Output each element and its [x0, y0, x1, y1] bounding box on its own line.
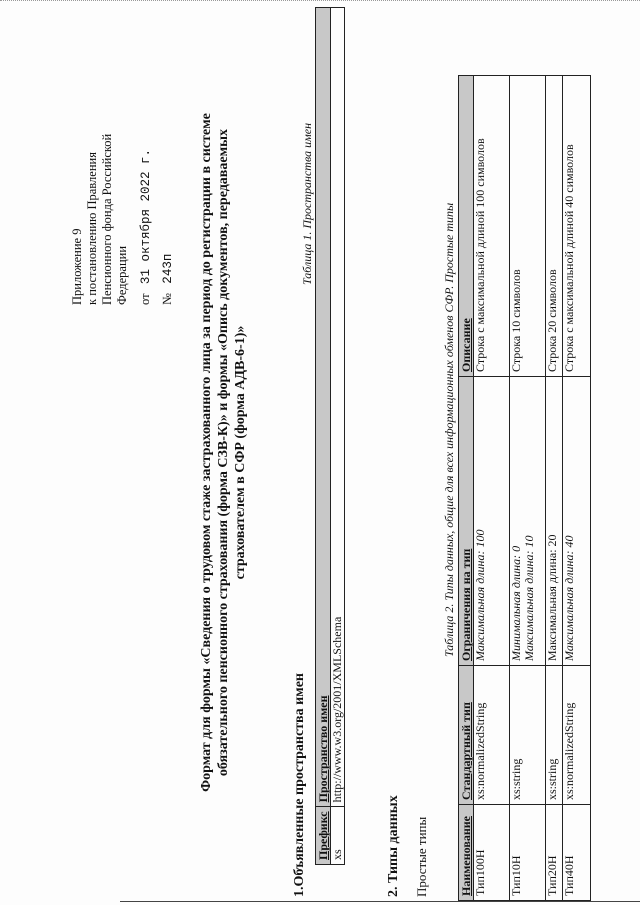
table2-caption: Таблица 2. Типы данных, общие для всех информационных обменов СФР. Простые типы — [442, 202, 456, 657]
table-cell: xs:normalizedString — [474, 666, 510, 805]
table-cell: Строка с максимальной длиной 40 символов — [563, 76, 591, 377]
column-header: Описание — [459, 76, 474, 377]
number-prefix: № — [160, 293, 174, 305]
table-cell: Тип10Н — [510, 805, 546, 901]
table-cell — [546, 377, 563, 666]
column-header: Стандартный тип — [459, 666, 474, 805]
constraint-line: Максимальная длина: 100 — [473, 529, 487, 661]
appendix-date — [138, 5, 154, 305]
title-line: страхователем в СФР (форма АДВ-6-1)» — [233, 325, 248, 580]
section1-heading: 1.Объявленные пространства имен — [292, 673, 307, 897]
appendix-line: Приложение 9 — [70, 228, 84, 305]
column-header: Ограничения на тип — [459, 377, 474, 666]
appendix-line: Пенсионного фонда Российской — [100, 133, 114, 305]
column-header: Наименование — [459, 805, 474, 901]
constraint-line: Минимальная длина: 0 — [509, 545, 523, 661]
table1-caption: Таблица 1. Пространства имен — [300, 122, 314, 285]
table-cell — [563, 377, 591, 666]
date-value: 31 октября 2022 г. — [139, 149, 153, 285]
section2-subheading: Простые типы — [414, 816, 429, 897]
column-header: Пространство имен — [316, 8, 331, 807]
column-header: Префикс — [316, 807, 331, 865]
constraint-line: Максимальная длина: 20 — [545, 534, 559, 661]
table-cell: Строка с максимальной длиной 100 символов — [474, 76, 510, 377]
section2-heading: 2. Типы данных — [386, 795, 401, 897]
appendix-line: Федерации — [115, 245, 129, 305]
table-row — [546, 76, 563, 901]
simple-types-table — [458, 75, 591, 901]
title-line: Формат для формы «Сведения о трудовом стаже застрахованного лица за период до регистрации в системе — [199, 113, 214, 792]
table-cell: Тип20Н — [546, 805, 563, 901]
appendix-block — [70, 5, 176, 305]
namespaces-table — [315, 7, 345, 865]
table-row — [474, 76, 510, 901]
table-row — [331, 8, 345, 865]
appendix-number — [160, 5, 176, 305]
table-cell: http://www.w3.org/2001/XMLSchema — [331, 8, 345, 807]
table-cell: Строка 10 символов — [510, 76, 546, 377]
table-header-row — [459, 76, 474, 901]
table-row — [510, 76, 546, 901]
appendix-line: к постановлению Правления — [85, 152, 99, 305]
table-header-row — [316, 8, 331, 865]
constraint-line: Максимальная длина: 10 — [522, 535, 536, 661]
table-cell: Строка 20 символов — [546, 76, 563, 377]
table-cell: xs:normalizedString — [563, 666, 591, 805]
constraint-line: Максимальная длина: 40 — [562, 535, 576, 661]
table-cell: Тип100Н — [474, 805, 510, 901]
number-value: 243п — [161, 253, 175, 284]
title-line: обязательного пенсионного страхования (форма СЗВ-К)» и формы «Опись документов, передаваемых — [216, 128, 231, 777]
table-cell: xs — [331, 807, 345, 865]
table-cell — [510, 377, 546, 666]
table-cell: xs:string — [546, 666, 563, 805]
date-prefix: от — [138, 293, 152, 305]
table-cell: Тип40Н — [563, 805, 591, 901]
table-cell — [474, 377, 510, 666]
table-cell: xs:string — [510, 666, 546, 805]
document-title — [198, 0, 249, 905]
table-row — [563, 76, 591, 901]
